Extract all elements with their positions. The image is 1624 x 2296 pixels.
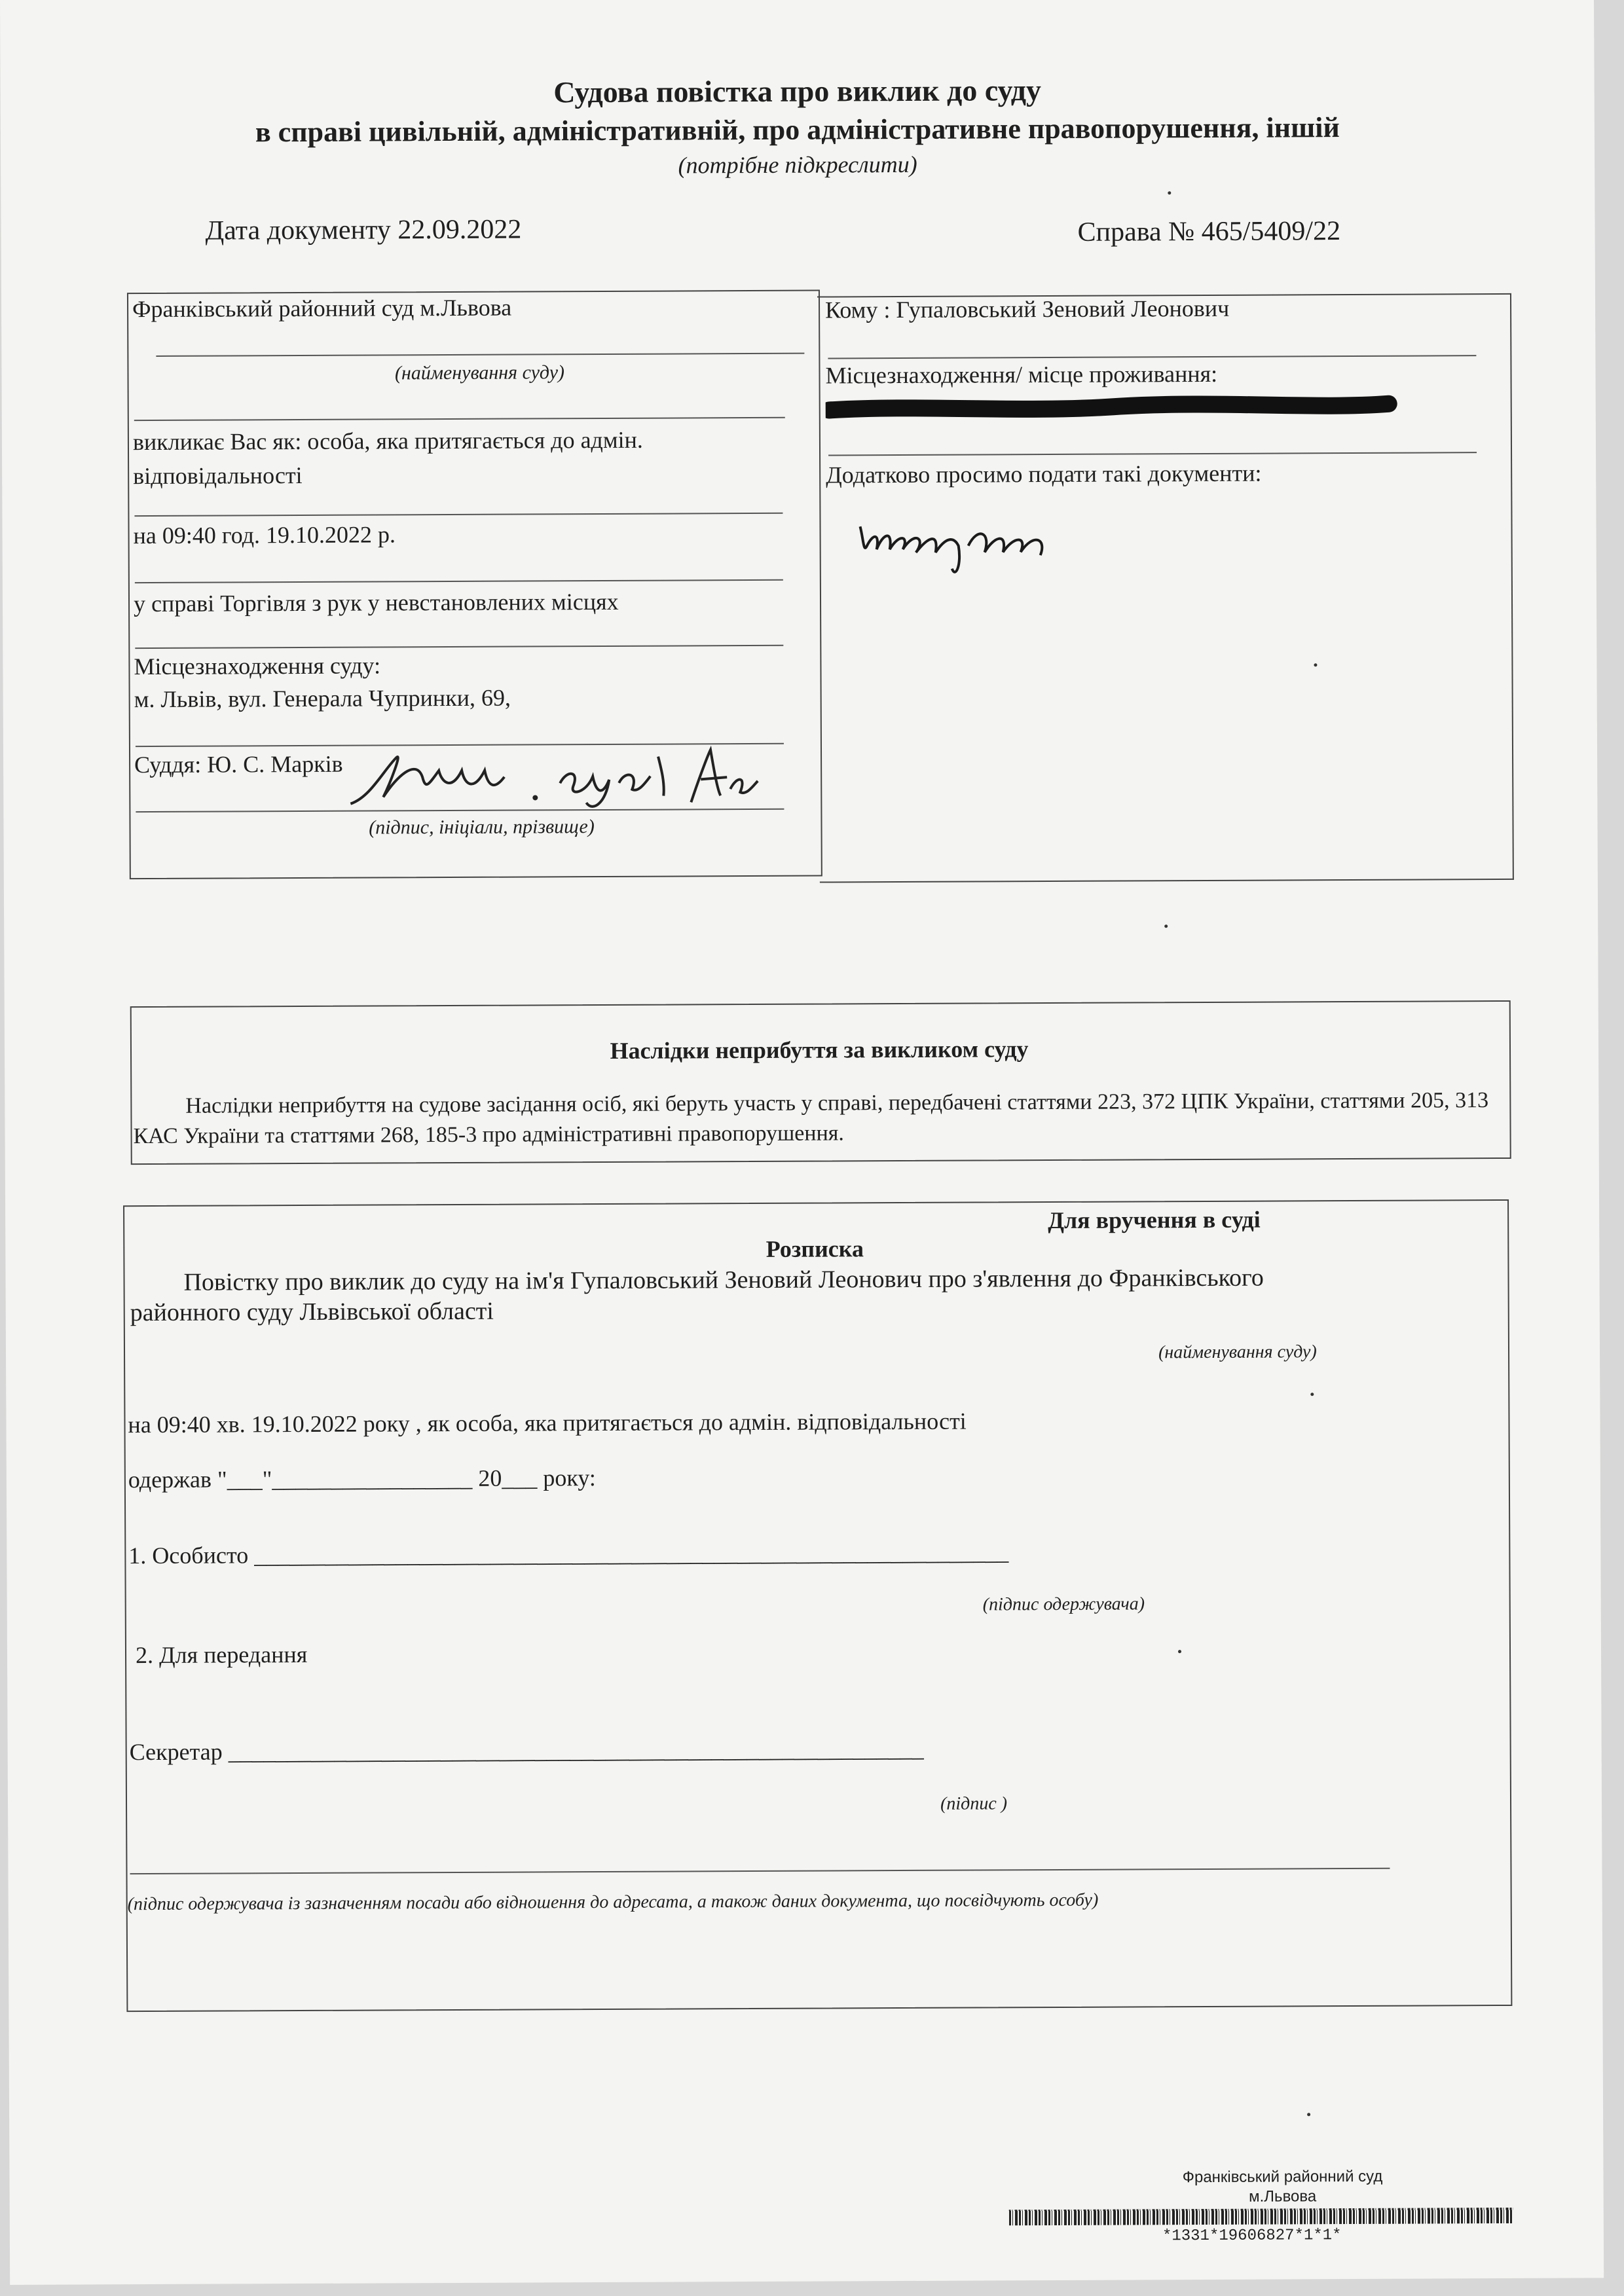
- documents-label: Додатково просимо подати такі документи:: [826, 460, 1262, 488]
- scan-speck: [1314, 663, 1317, 666]
- barcode: [1009, 2208, 1513, 2225]
- scan-speck: [1168, 191, 1171, 194]
- underline-note: (потрібне підкреслити): [678, 151, 917, 179]
- signature-caption: (підпис, ініціали, прізвище): [369, 816, 595, 839]
- consequences-heading: Наслідки неприбуття за викликом суду: [610, 1036, 1029, 1064]
- court-name-caption: (найменування суду): [394, 361, 565, 384]
- document-subtitle-case-types: в справі цивільній, адміністративній, про адміністративне правопорушення, іншій: [255, 111, 1340, 149]
- judge-name: Суддя: Ю. С. Марків: [134, 750, 343, 778]
- scan-speck: [1310, 1393, 1314, 1396]
- receipt-hearing-line: на 09:40 хв. 19.10.2022 року , як особа, яка притягається до адмін. відповідальності: [128, 1408, 967, 1438]
- footer-court-city: м.Львова: [1249, 2187, 1317, 2206]
- for-court-label: Для вручення в суді: [1048, 1206, 1261, 1234]
- court-address: м. Львів, вул. Генерала Чупринки, 69,: [134, 684, 511, 713]
- case-subject: у справі Торгівля з рук у невстановлених місцях: [133, 588, 619, 617]
- barcode-number: *1331*19606827*1*1*: [1162, 2227, 1342, 2246]
- recipient-signature-caption: (підпис одержувача): [982, 1594, 1145, 1615]
- document-date: Дата документу 22.09.2022: [205, 214, 522, 246]
- document-title: Судова повістка про виклик до суду: [553, 73, 1042, 109]
- for-transfer-label: 2. Для передання: [135, 1641, 308, 1669]
- secretary-signature-line: Секретар ___________________________________________________________: [129, 1735, 924, 1766]
- footer-court-name: Франківський районний суд: [1182, 2167, 1383, 2187]
- receipt-court-caption: (найменування суду): [1158, 1341, 1317, 1363]
- court-name: Франківський районний суд м.Львова: [132, 294, 512, 323]
- hearing-time: на 09:40 год. 19.10.2022 р.: [133, 521, 396, 549]
- received-date-line: одержав "___"_________________ 20___ року:: [128, 1465, 596, 1493]
- case-number: Справа № 465/5409/22: [1077, 216, 1341, 247]
- scan-speck: [1164, 924, 1168, 928]
- personally-signature-line: 1. Особисто ________________________________________________________________: [128, 1539, 1009, 1569]
- court-location-label: Місцезнаходження суду:: [134, 652, 381, 680]
- receipt-heading: Розписка: [766, 1235, 864, 1262]
- handwritten-note: [853, 506, 1102, 579]
- secretary-signature-caption: (підпис ): [940, 1793, 1008, 1814]
- receipt-body-line1: Повістку про виклик до суду на ім'я Гупаловський Зеновий Леонович про з'явлення до Франківського: [183, 1264, 1264, 1296]
- summons-role: викликає Вас як: особа, яка притягається до адмін. відповідальності: [132, 426, 643, 490]
- consequences-text: Наслідки неприбуття на судове засідання осіб, які беруть участь у справі, передбачені статтями 223, 372 ЦПК України, статтями 205, 313 КАС України та статтями 268, 185-3 про адміністративні правопорушення.: [133, 1088, 1489, 1149]
- recipient-details-caption: (підпис одержувача із зазначенням посади або відношення до адресата, а також даних документа, що посвідчують особу): [127, 1889, 1099, 1915]
- scan-speck: [1178, 1650, 1181, 1653]
- recipient-name: Кому : Гупаловський Зеновий Леонович: [824, 295, 1230, 323]
- residence-label: Місцезнаходження/ місце проживання:: [825, 360, 1218, 389]
- scan-speck: [1307, 2113, 1310, 2116]
- receipt-body-line2: районного суду Львівської області: [130, 1297, 494, 1327]
- redacted-address: [826, 390, 1402, 425]
